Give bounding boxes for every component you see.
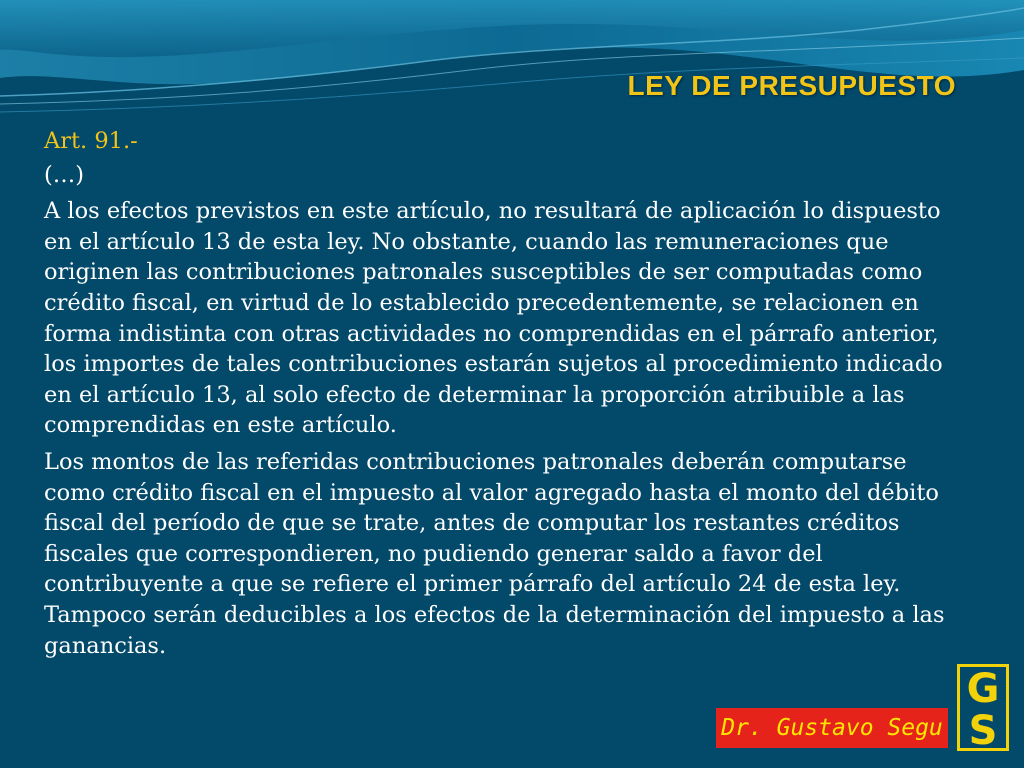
slide-body (44, 126, 962, 661)
slide-title: LEY DE PRESUPUESTO (627, 70, 956, 101)
header-wave-decoration (0, 0, 1024, 130)
paragraph-2: Los montos de las referidas contribuciones patronales deberán computarse como crédito fiscal en el impuesto al valor agregado hasta el monto del débito fiscal del período de que se trate, antes de computar los restantes créditos fiscales que correspondieren, no pudiendo generar saldo a favor del contribuyente a que se refiere el primer párrafo del artículo 24 de esta ley. Tampoco serán deducibles a los efectos de la determinación del impuesto a las ganancias. (44, 448, 945, 659)
gs-logo (957, 664, 1009, 751)
svg-text:S: S (968, 708, 998, 751)
author-signature: Dr. Gustavo Segu (716, 708, 948, 748)
svg-text:G: G (966, 666, 1000, 712)
omission-marker: (…) (44, 161, 85, 188)
article-heading: Art. 91.- (44, 128, 138, 154)
paragraph-1: A los efectos previstos en este artículo, no resultará de aplicación lo dispuesto en el artículo 13 de esta ley. No obstante, cuando las remuneraciones que originen las contribuciones patronales susceptibles de ser computadas como crédito fiscal, en virtud de lo establecido precedentemente, se relacionen en forma indistinta con otras actividades no comprendidas en el párrafo anterior, los importes de tales contribuciones estarán sujetos al procedimiento indicado en el artículo 13, al solo efecto de determinar la proporción atribuible a las comprendidas en este artículo. (44, 198, 943, 439)
